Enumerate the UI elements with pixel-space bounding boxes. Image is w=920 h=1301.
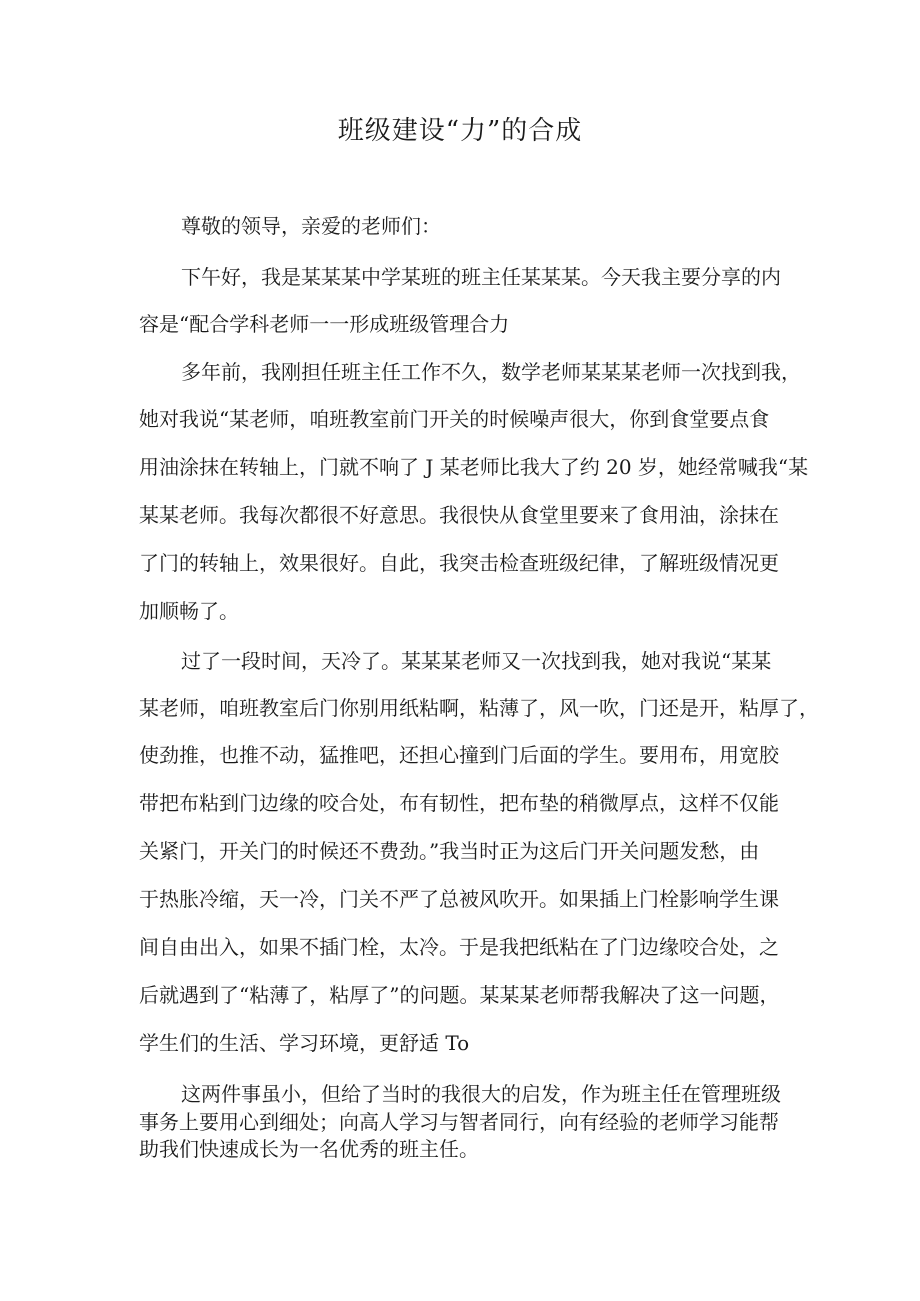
document-title: 班级建设“力”的合成 — [337, 116, 583, 146]
paragraph-line: 这两件事虽小，但给了当时的我很大的启发，作为班主任在管理班级 — [181, 1082, 781, 1106]
paragraph-line: 过了一段时间，天冷了。某某某老师又一次找到我，她对我说“某某 — [181, 649, 772, 673]
paragraph-line: 关紧门，开关门的时候还不费劲。”我当时正为这后门开关问题发愁，由 — [139, 839, 760, 863]
paragraph-line: 某某老师。我每次都很不好意思。我很快从食堂里要来了食用油，涂抹在 — [139, 503, 779, 527]
paragraph-line: 加顺畅了。 — [139, 599, 239, 623]
paragraph-line: 容是“配合学科老师一一形成班级管理合力 — [139, 312, 510, 336]
paragraph-line: 于热胀冷缩，天一冷，门关不严了总被风吹开。如果插上门栓影响学生课 — [139, 887, 779, 911]
paragraph-line: 事务上要用心到细处；向高人学习与智者同行，向有经验的老师学习能帮 — [139, 1110, 779, 1134]
paragraph-line: 学生们的生活、学习环境，更舒适 To — [139, 1031, 470, 1055]
paragraph-line: 某老师，咱班教室后门你别用纸粘啊，粘薄了，风一吹，门还是开，粘厚了， — [139, 696, 819, 720]
paragraph-line: 用油涂抹在转轴上，门就不响了 J 某老师比我大了约 20 岁，她经常喊我“某 — [139, 455, 809, 479]
paragraph-line: 后就遇到了“粘薄了，粘厚了”的问题。某某某老师帮我解决了这一问题， — [139, 983, 780, 1007]
paragraph-line: 了门的转轴上，效果很好。自此，我突击检查班级纪律，了解班级情况更 — [139, 551, 779, 575]
salutation: 尊敬的领导，亲爱的老师们： — [181, 214, 441, 238]
paragraph-line: 多年前，我刚担任班主任工作不久，数学老师某某某老师一次找到我， — [181, 360, 801, 384]
paragraph-line: 她对我说“某老师，咱班教室前门开关的时候噪声很大，你到食堂要点食 — [139, 407, 770, 431]
paragraph-line: 间自由出入，如果不插门栓，太冷。于是我把纸粘在了门边缘咬合处，之 — [139, 935, 779, 959]
paragraph-line: 下午好，我是某某某中学某班的班主任某某某。今天我主要分享的内 — [181, 265, 781, 289]
paragraph-line: 助我们快速成长为一名优秀的班主任。 — [139, 1137, 479, 1161]
paragraph-line: 使劲推，也推不动，猛推吧，还担心撞到门后面的学生。要用布，用宽胶 — [139, 743, 779, 767]
paragraph-line: 带把布粘到门边缘的咬合处，布有韧性，把布垫的稍微厚点，这样不仅能 — [139, 791, 779, 815]
